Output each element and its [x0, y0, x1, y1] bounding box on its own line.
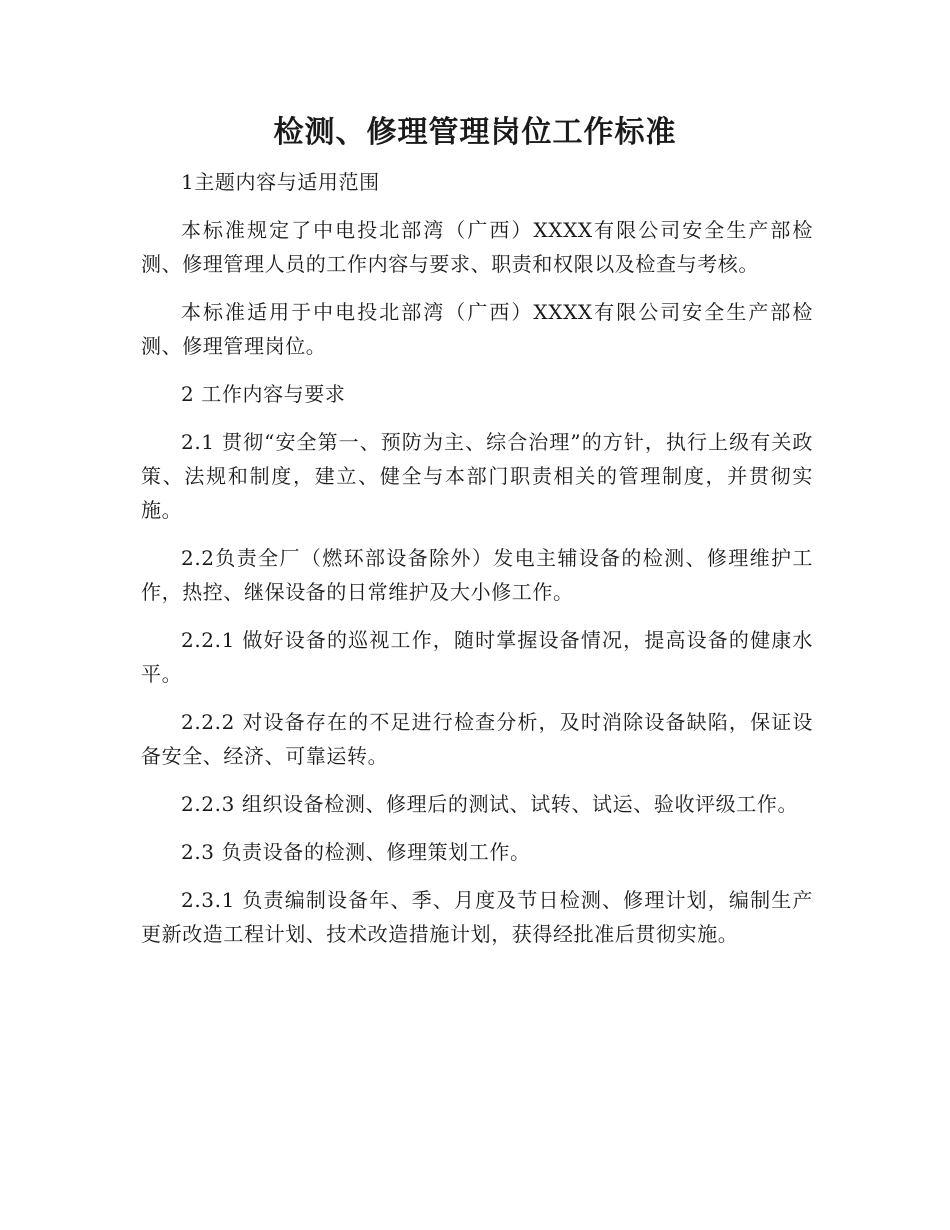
document-title: 检测、修理管理岗位工作标准: [273, 115, 677, 150]
paragraph-2-2-2: 2.2.2 对设备存在的不足进行检查分析，及时消除设备缺陷，保证设备安全、经济、可靠运转。: [141, 710, 813, 768]
paragraph-2-3: 2.3 负责设备的检测、修理策划工作。: [181, 840, 531, 864]
paragraph-scope-content: 本标准规定了中电投北部湾（广西）XXXX有限公司安全生产部检测、修理管理人员的工作内容与要求、职责和权限以及检查与考核。: [141, 218, 813, 276]
paragraph-2-2-3: 2.2.3 组织设备检测、修理后的测试、试转、试运、验收评级工作。: [181, 792, 799, 816]
paragraph-2-2-1: 2.2.1 做好设备的巡视工作，随时掌握设备情况，提高设备的健康水平。: [141, 628, 813, 686]
paragraph-2-3-1: 2.3.1 负责编制设备年、季、月度及节日检测、修理计划，编制生产更新改造工程计划、技术改造措施计划，获得经批准后贯彻实施。: [141, 888, 813, 946]
paragraph-2-1: 2.1 贯彻“安全第一、预防为主、综合治理”的方针，执行上级有关政策、法规和制度，建立、健全与本部门职责相关的管理制度，并贯彻实施。: [141, 430, 813, 522]
paragraph-section-1-heading: 1主题内容与适用范围: [181, 170, 380, 194]
paragraph-scope-application: 本标准适用于中电投北部湾（广西）XXXX有限公司安全生产部检测、修理管理岗位。: [141, 300, 813, 358]
document-body: [141, 165, 813, 965]
paragraph-section-2-heading: 2 工作内容与要求: [181, 382, 346, 406]
paragraph-2-2: 2.2负责全厂（燃环部设备除外）发电主辅设备的检测、修理维护工作，热控、继保设备的日常维护及大小修工作。: [141, 546, 813, 604]
